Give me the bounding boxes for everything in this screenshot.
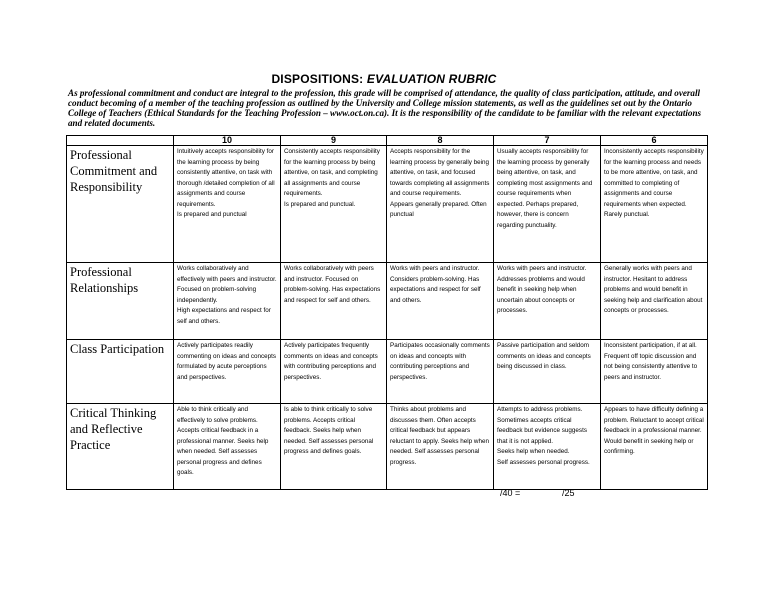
header-row: [67, 136, 708, 146]
score-total-out-of-40: /40 =: [500, 488, 521, 498]
rubric-cell: Actively participates readily commenting on ideas and concepts formulated by acute perceptions and perspectives.: [174, 340, 281, 404]
table-row: [67, 146, 708, 263]
rubric-cell: Actively participates frequently comments on ideas and concepts with contributing perceptions and perspectives.: [281, 340, 387, 404]
rubric-cell: Works collaboratively and effectively with peers and instructor. Focused on problem-solving independently. High expectations and respect for self and others.: [174, 263, 281, 340]
rubric-cell: Is able to think critically to solve problems. Accepts critical feedback. Seeks help when needed. Self assesses personal progress and defines goals.: [281, 404, 387, 490]
rubric-cell: Works with peers and instructor. Considers problem-solving. Has expectations and respect for self and others.: [387, 263, 494, 340]
row-category: Critical Thinking and Reflective Practice: [67, 404, 174, 490]
page-title: [0, 72, 768, 86]
row-category: Class Participation: [67, 340, 174, 404]
table-row: [67, 340, 708, 404]
title-main: DISPOSITIONS:: [271, 72, 367, 86]
rubric-cell: Works with peers and instructor. Addresses problems and would benefit in seeking help when uncertain about concepts or processes.: [494, 263, 601, 340]
rubric-cell: Intuitively accepts responsibility for the learning process by being consistently attentive, on task with thorough /detailed completion of all assignments and course requirements. Is prepared and punctual: [174, 146, 281, 263]
rubric-cell: Works collaboratively with peers and instructor. Focused on problem-solving. Has expectations and respect for self and others.: [281, 263, 387, 340]
rubric-cell: Able to think critically and effectively to solve problems. Accepts critical feedback in a professional manner. Seeks help when needed. Self assesses personal progress and defines goals.: [174, 404, 281, 490]
header-score-9: 9: [281, 136, 387, 146]
table-row: [67, 404, 708, 490]
rubric-cell: Attempts to address problems. Sometimes accepts critical feedback but evidence suggests that it is not applied. Seeks help when needed. Self assesses personal progress.: [494, 404, 601, 490]
header-score-10: 10: [174, 136, 281, 146]
row-category: Professional Commitment and Responsibility: [67, 146, 174, 263]
header-score-8: 8: [387, 136, 494, 146]
rubric-cell: Inconsistently accepts responsibility for the learning process and needs to be more attentive, on task, and committed to completing of assignments and course requirements when expected. Rarely punctual.: [601, 146, 708, 263]
header-score-7: 7: [494, 136, 601, 146]
rubric-table: [66, 135, 708, 490]
score-out-of-25: /25: [562, 488, 575, 498]
rubric-cell: Inconsistent participation, if at all. Frequent off topic discussion and not being consistently attentive to peers and instructor.: [601, 340, 708, 404]
rubric-cell: Generally works with peers and instructor. Hesitant to address problems and would benefit in seeking help and clarification about concepts or processes.: [601, 263, 708, 340]
rubric-cell: Consistently accepts responsibility for the learning process by being attentive, on task, and completing all assignments and course requirements. Is prepared and punctual.: [281, 146, 387, 263]
header-category: [67, 136, 174, 146]
rubric-cell: Passive participation and seldom comments on ideas and concepts being discussed in class.: [494, 340, 601, 404]
rubric-cell: Appears to have difficulty defining a problem. Reluctant to accept critical feedback in a professional manner. Would benefit in seeking help or confirming.: [601, 404, 708, 490]
header-score-6: 6: [601, 136, 708, 146]
rubric-cell: Accepts responsibility for the learning process by generally being attentive, on task, and focused towards completing all assignments and course requirements. Appears generally prepared. Often punctual: [387, 146, 494, 263]
rubric-cell: Thinks about problems and discusses them. Often accepts critical feedback but appears reluctant to apply. Seeks help when needed. Self assesses personal progress.: [387, 404, 494, 490]
table-row: [67, 263, 708, 340]
rubric-cell: Usually accepts responsibility for the learning process by generally being attentive, on task, and completing most assignments and course requirements when expected. Perhaps prepared, however, there is concern regarding punctuality.: [494, 146, 601, 263]
title-italic: EVALUATION RUBRIC: [366, 72, 497, 86]
rubric-cell: Participates occasionally comments on ideas and concepts with contributing perceptions and perspectives.: [387, 340, 494, 404]
intro-paragraph: As professional commitment and conduct are integral to the profession, this grade will be comprised of attendance, the quality of class participation, attitude, and overall conduct becoming of a member of the teaching profession as outlined by the University and College mission statements, as well as the guidelines set out by the Ontario College of Teachers (Ethical Standards for the Teaching Profession – www.oct.on.ca). It is the responsibility of the candidate to be familiar with the relevant expectations and related documents.: [68, 88, 702, 128]
row-category: Professional Relationships: [67, 263, 174, 340]
